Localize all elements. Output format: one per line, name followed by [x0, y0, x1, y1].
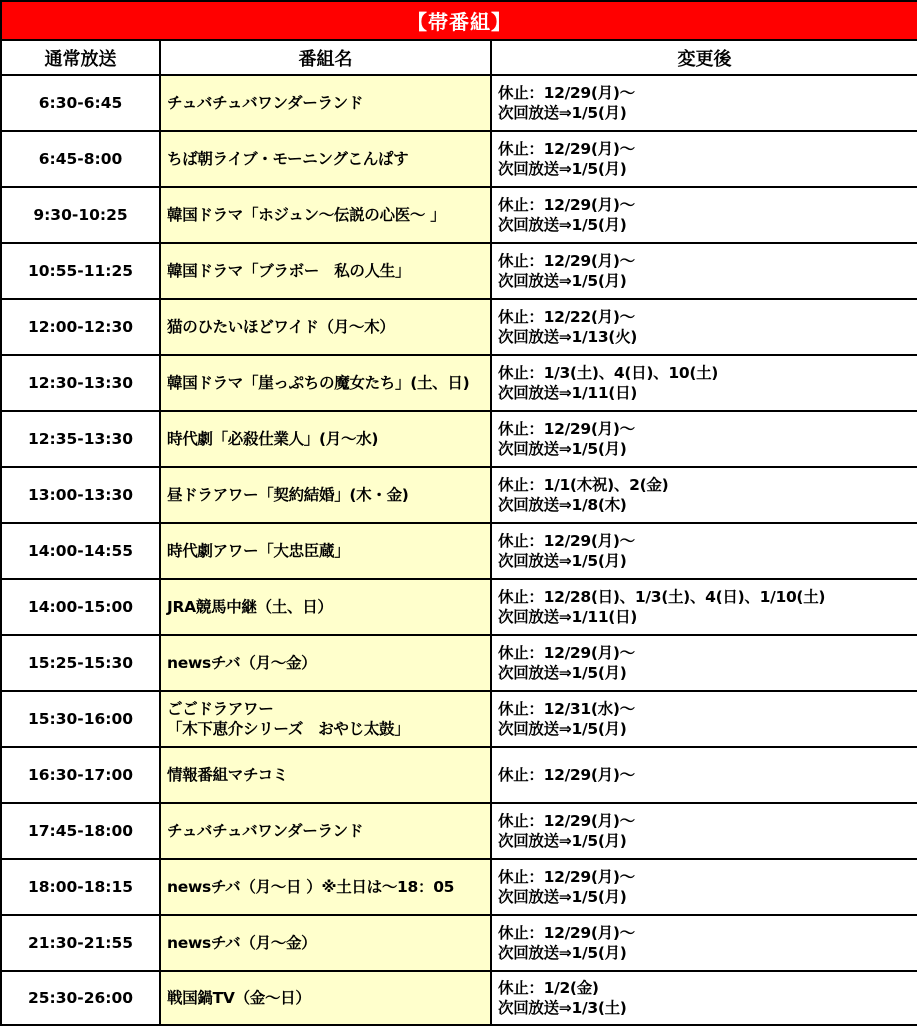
change-note-line: 休止：12/31(水)〜: [498, 700, 635, 718]
program-name-line: newsチバ（月〜金）: [167, 654, 317, 672]
change-cell: [491, 859, 917, 915]
program-name-line: ちば朝ライブ・モーニングこんぱす: [167, 150, 409, 168]
time-cell: 15:25-15:30: [1, 635, 160, 691]
table-row: [1, 75, 917, 131]
table-row: [1, 355, 917, 411]
program-name-line: 時代劇「必殺仕業人」(月〜水): [167, 430, 379, 448]
table-title: 【帯番組】: [1, 1, 917, 40]
program-cell: [160, 691, 491, 747]
time-cell: 12:35-13:30: [1, 411, 160, 467]
change-cell: [491, 355, 917, 411]
time-cell: 15:30-16:00: [1, 691, 160, 747]
change-note-line: 休止：12/22(月)〜: [498, 308, 635, 326]
program-cell: [160, 803, 491, 859]
program-name-line: newsチバ（月〜金）: [167, 934, 317, 952]
time-cell: 6:30-6:45: [1, 75, 160, 131]
change-cell: [491, 635, 917, 691]
change-cell: [491, 915, 917, 971]
time-cell: 12:30-13:30: [1, 355, 160, 411]
program-cell: [160, 915, 491, 971]
program-cell: [160, 523, 491, 579]
program-cell: [160, 355, 491, 411]
change-note-line: 休止：12/29(月)〜: [498, 196, 635, 214]
change-note-line: 休止：12/29(月)〜: [498, 868, 635, 886]
change-note-line: 休止：12/29(月)〜: [498, 812, 635, 830]
time-cell: 21:30-21:55: [1, 915, 160, 971]
program-cell: [160, 299, 491, 355]
program-name-line: 猫のひたいほどワイド（月〜木）: [167, 318, 395, 336]
program-cell: [160, 859, 491, 915]
change-note-line: 次回放送⇒1/11(日): [498, 608, 638, 626]
change-cell: [491, 411, 917, 467]
change-note-line: 休止：12/29(月)〜: [498, 420, 635, 438]
change-note-line: 次回放送⇒1/5(月): [498, 272, 627, 290]
table-row: [1, 915, 917, 971]
change-cell: [491, 243, 917, 299]
header-change: 変更後: [491, 40, 917, 75]
program-name-line: 戦国鍋TV（金〜日）: [167, 989, 311, 1007]
table-row: [1, 635, 917, 691]
change-note-line: 休止：12/29(月)〜: [498, 766, 635, 784]
change-cell: [491, 299, 917, 355]
program-name-line: チュバチュバワンダーランド: [167, 94, 364, 112]
program-name-line: 韓国ドラマ「ホジュン〜伝説の心医〜 」: [167, 206, 446, 224]
table-row: [1, 859, 917, 915]
change-note-line: 次回放送⇒1/5(月): [498, 664, 627, 682]
change-note-line: 休止：12/29(月)〜: [498, 532, 635, 550]
time-cell: 17:45-18:00: [1, 803, 160, 859]
program-name-line: 情報番組マチコミ: [167, 766, 288, 784]
change-note-line: 次回放送⇒1/3(土): [498, 999, 627, 1017]
time-cell: 9:30-10:25: [1, 187, 160, 243]
time-cell: 10:55-11:25: [1, 243, 160, 299]
header-time: 通常放送: [1, 40, 160, 75]
table-row: [1, 187, 917, 243]
table-row: [1, 131, 917, 187]
change-note-line: 次回放送⇒1/5(月): [498, 552, 627, 570]
change-note-line: 休止：1/2(金): [498, 979, 599, 997]
program-name-line: ごごドラアワー: [167, 700, 274, 718]
program-name-line: 「木下恵介シリーズ おやじ太鼓」: [167, 720, 410, 738]
program-name-line: 時代劇アワー「大忠臣蔵」: [167, 542, 350, 560]
program-name-line: チュバチュバワンダーランド: [167, 822, 364, 840]
program-cell: [160, 243, 491, 299]
change-note-line: 休止：12/29(月)〜: [498, 252, 635, 270]
change-note-line: 次回放送⇒1/5(月): [498, 160, 627, 178]
time-cell: 16:30-17:00: [1, 747, 160, 803]
program-name-line: 昼ドラアワー「契約結婚」(木・金): [167, 486, 409, 504]
program-cell: [160, 187, 491, 243]
time-cell: 14:00-14:55: [1, 523, 160, 579]
table-row: [1, 579, 917, 635]
change-note-line: 休止：1/3(土)、4(日)、10(土): [498, 364, 719, 382]
change-cell: [491, 187, 917, 243]
table-row: [1, 243, 917, 299]
change-note-line: 次回放送⇒1/5(月): [498, 888, 627, 906]
change-cell: [491, 467, 917, 523]
program-cell: [160, 411, 491, 467]
change-note-line: 休止：12/28(日)、1/3(土)、4(日)、1/10(土): [498, 588, 826, 606]
change-note-line: 次回放送⇒1/11(日): [498, 384, 638, 402]
program-cell: [160, 579, 491, 635]
change-note-line: 次回放送⇒1/5(月): [498, 944, 627, 962]
change-note-line: 休止：12/29(月)〜: [498, 140, 635, 158]
change-cell: [491, 75, 917, 131]
title-row: [1, 1, 917, 40]
change-cell: [491, 747, 917, 803]
change-note-line: 次回放送⇒1/5(月): [498, 104, 627, 122]
program-cell: [160, 971, 491, 1025]
change-note-line: 次回放送⇒1/5(月): [498, 720, 627, 738]
program-cell: [160, 131, 491, 187]
program-name-line: newsチバ（月〜日 ）※土日は〜18：05: [167, 878, 455, 896]
header-program: 番組名: [160, 40, 491, 75]
time-cell: 18:00-18:15: [1, 859, 160, 915]
header-row: [1, 40, 917, 75]
time-cell: 25:30-26:00: [1, 971, 160, 1025]
program-name-line: JRA競馬中継（土、日）: [167, 598, 333, 616]
time-cell: 14:00-15:00: [1, 579, 160, 635]
change-note-line: 休止：12/29(月)〜: [498, 84, 635, 102]
table-row: [1, 523, 917, 579]
table-row: [1, 411, 917, 467]
change-note-line: 次回放送⇒1/13(火): [498, 328, 638, 346]
change-note-line: 休止：12/29(月)〜: [498, 644, 635, 662]
change-note-line: 次回放送⇒1/8(木): [498, 496, 627, 514]
program-name-line: 韓国ドラマ「ブラボー 私の人生」: [167, 262, 411, 280]
table-row: [1, 971, 917, 1025]
change-note-line: 次回放送⇒1/5(月): [498, 440, 627, 458]
time-cell: 6:45-8:00: [1, 131, 160, 187]
program-cell: [160, 75, 491, 131]
change-cell: [491, 691, 917, 747]
change-note-line: 休止：12/29(月)〜: [498, 924, 635, 942]
change-cell: [491, 971, 917, 1025]
change-cell: [491, 803, 917, 859]
program-cell: [160, 747, 491, 803]
program-cell: [160, 467, 491, 523]
program-cell: [160, 635, 491, 691]
change-cell: [491, 131, 917, 187]
change-note-line: 次回放送⇒1/5(月): [498, 216, 627, 234]
table-row: [1, 803, 917, 859]
program-name-line: 韓国ドラマ「崖っぷちの魔女たち」(土、日): [167, 374, 470, 392]
table-row: [1, 299, 917, 355]
table-row: [1, 691, 917, 747]
time-cell: 12:00-12:30: [1, 299, 160, 355]
change-note-line: 休止：1/1(木祝)、2(金): [498, 476, 669, 494]
table-row: [1, 747, 917, 803]
change-cell: [491, 523, 917, 579]
change-cell: [491, 579, 917, 635]
table-row: [1, 467, 917, 523]
time-cell: 13:00-13:30: [1, 467, 160, 523]
change-note-line: 次回放送⇒1/5(月): [498, 832, 627, 850]
